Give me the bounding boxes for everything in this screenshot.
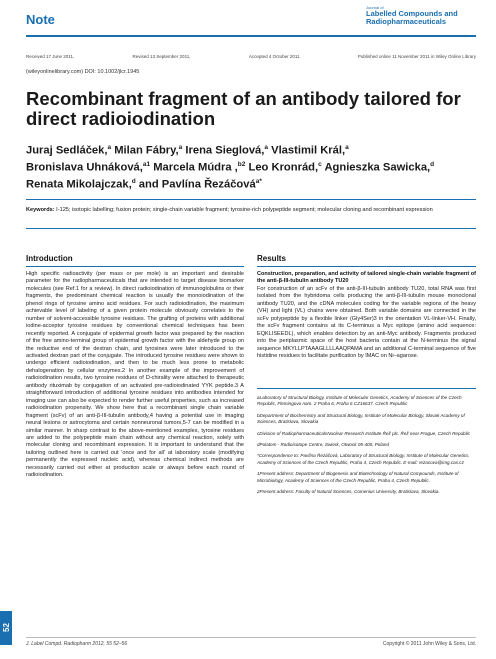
affiliation-divider bbox=[257, 388, 476, 389]
section-rule bbox=[26, 266, 244, 267]
journal-name-line1: Labelled Compounds and bbox=[366, 9, 458, 18]
page-number-tab bbox=[0, 611, 12, 645]
affiliation-marker: d bbox=[430, 161, 435, 169]
author-name[interactable]: Bronislava Uhnáková, bbox=[26, 161, 143, 174]
affiliation-marker: a* bbox=[255, 178, 262, 186]
author-name[interactable]: Marcela Múdra , bbox=[150, 161, 238, 174]
results-heading: Results bbox=[257, 254, 286, 263]
keywords bbox=[26, 207, 474, 214]
affiliation-item: bDepartment of Biochemistry and Structural Biology, Institute of Molecular Biology, Slovak Academy of Sciences, Bratislava, Slovakia bbox=[257, 412, 465, 425]
affiliation-marker: a1 bbox=[142, 161, 151, 169]
affiliation-marker: b2 bbox=[237, 161, 246, 169]
revised-date: Revised 13 September 2011, bbox=[132, 54, 191, 59]
results-body bbox=[257, 271, 476, 360]
doi-line[interactable]: (wileyonlinelibrary.com) DOI: 10.1002/jlcr.1945 bbox=[26, 69, 140, 75]
accepted-date: Accepted 4 October 2011 bbox=[248, 54, 300, 59]
present-address: 2Present address: Faculty of Natural Sciences, Comenius University, Bratislava, Slovakia. bbox=[257, 489, 440, 495]
footer-divider bbox=[26, 637, 476, 638]
results-subheading: Construction, preparation, and activity of tailored single-chain variable fragment of the anti-β-III-tubulin antibody TU20 bbox=[257, 271, 476, 285]
introduction-body bbox=[26, 271, 244, 480]
page-number: 52 bbox=[1, 623, 11, 632]
author-name[interactable]: Irena Sieglová, bbox=[182, 144, 265, 157]
affiliation-marker: c bbox=[318, 161, 322, 169]
affiliations bbox=[257, 388, 476, 500]
author-name[interactable]: Leo Kronrád, bbox=[245, 161, 319, 174]
author-name[interactable]: Vlastimil Král, bbox=[268, 144, 346, 157]
correspondence: *Correspondence to: Pavlína Řezáčová, Laboratory of Structural Biology, Institute of Molecular Genetics, Academy of Sciences of the Czech Republic, Praha 4, Czech Republic. E-mail: rezacova@img.cas.cz bbox=[257, 453, 470, 465]
keywords-text: I-125; isotopic labelling; fusion protein; single-chain variable fragment; tyrosine-rich polypeptide segment; molecular cloning and recombinant expression bbox=[54, 207, 433, 213]
author-list bbox=[26, 141, 476, 193]
article-title: Recombinant fragment of an antibody tailored for direct radioiodination bbox=[26, 88, 461, 129]
divider bbox=[26, 228, 476, 229]
journal-name-line2: Radiopharmaceuticals bbox=[366, 17, 447, 26]
author-name[interactable]: Agnieszka Sawicka, bbox=[321, 161, 431, 174]
received-date: Received 17 June 2011, bbox=[26, 54, 75, 59]
author-name[interactable]: and Pavlína Řezáčová bbox=[135, 179, 256, 192]
keywords-label: Keywords: bbox=[26, 207, 55, 213]
section-rule bbox=[257, 266, 476, 267]
journal-citation: J. Label Compd. Radiopharm 2012, 55 52–56 bbox=[26, 641, 128, 647]
affiliation-item: dPolatom - Radioisotope Centre, Swierk, Otwock 05-400, Poland bbox=[257, 442, 390, 448]
article-dates bbox=[26, 54, 476, 59]
introduction-heading: Introduction bbox=[26, 254, 73, 263]
affiliation-marker: a bbox=[107, 144, 112, 151]
published-date: Published online 11 November 2011 in Wiley Online Library bbox=[357, 54, 476, 59]
affiliation-item: aLaboratory of Structural Biology, Institute of Molecular Genetics, Academy of Sciences of the Czech Republic, Flemingovo nam. 2 Praha 6, Praha 6 CZ16637, Czech Republic bbox=[257, 395, 462, 407]
journal-logo bbox=[366, 5, 478, 26]
introduction-paragraph: High specific radioactivity (per mass or per mole) is an important and desirable parameter for the radiopharmaceuticals that are intended to target disease biomarker molecules (see Ref.1 for a review). In direct radioiodination of immunoglobulins or their fragments, the predominant chemical reaction is usually the monoiodination of the phenol rings of tyrosine amino acid residues. For such radioiodination, the maximum achievable level of labeling of a given protein molecule obviously correlates to the number of solvent-accessible tyrosine residues. The grafting of proteins with additional iodine-acceptor tyrosine residues by conventional chemical techniques has been recently reported. A conjugate of epidermal growth factor was prepared by the reaction of the free amino-terminal group of epidermal growth factor with the aldehyde group on the reductive end of the dextran chain, and tyrosines were later introduced to the activated dextran part of the conjugate. The introduced tyrosine residues were shown to undergo efficient radioiodination, and then to be much less prone to metabolic dehalogenation by cellular enzymes.2 In another example of the improvement of radioiodination results, two tyrosine residues of D-chirality were attached to therapeutic antibody rituximab by conjugation of an activated pre-radioiodinated YYK peptide.3 A straightforward introduction of additional tyrosine residues into antibodies intended for imaging use can also be expected to render further useful properties, such as increased radioiodination propensity. We show here that a recombinant single chain variable fragment (scFv) of an anti-β-III-tubulin antibody,4 having a potential use in imaging neural lesions or astrocytoma and certain nonneuronal tumors,5-7 can be modified in a similar manner. In sharp contrast to the above-mentioned examples, tyrosine residues are added to the polypeptide main chain without any chemical reaction, solely with molecular cloning and recombinant expression. It is important to understand that the tailoring outlined here is carried out 'once and for all' at laboratory scale (modifying permanently the expressed nucleic acid), whereas chemical indirect methods are necessarily carried out either at production scale or always before each round of radioiodination. bbox=[26, 271, 244, 479]
affiliation-marker: a bbox=[264, 144, 268, 151]
affiliation-marker: a bbox=[178, 144, 183, 151]
present-address: 1Present address: Department of Biogenesis and Biotechnology of Natural Compounds, Institute of Microbiology, Academy of Sciences of the Czech Republic, Praha 4, Czech Republic. bbox=[257, 471, 459, 483]
section-label: Note bbox=[26, 12, 55, 27]
results-paragraph: For construction of an scFv of the anti-β-III-tubulin antibody TU20, total RNA was first isolated from the hybridoma cells producing the anti-β-III-tubulin mouse monoclonal antibody TU20, and the cDNA molecules coding for the variable regions of the heavy (VH) and light (VL) chains were obtained. Both variable domains are connected in the scFv polypeptide by a flexible linker (Gly4Ser)3 in the orientation VL-linker-VH. Finally, the scFv fragment contains at its C-terminus a Myc epitope (amino acid sequence: EQKLISEEDL), which enables detection by an anti-Myc antibody. Fragments produced into the periplasmic space of the host bacteria contain at the N-terminus the signal sequence MKYLLPTAAAGLLLLAAQPAMA and an additional C-terminal sequence of five histidine residues to facilitate purification by IMAC on Ni–agarose. bbox=[257, 285, 476, 359]
author-name[interactable]: Juraj Sedláček, bbox=[26, 144, 108, 157]
affiliation-marker: d bbox=[131, 178, 136, 186]
copyright: Copyright © 2011 John Wiley & Sons, Ltd. bbox=[382, 641, 476, 647]
header-divider bbox=[26, 35, 476, 37]
divider bbox=[26, 199, 476, 200]
page-header bbox=[0, 0, 496, 40]
author-name[interactable]: Renata Mikolajczak, bbox=[26, 179, 132, 192]
author-name[interactable]: Milan Fábry, bbox=[111, 144, 179, 157]
affiliation-marker: a bbox=[345, 144, 349, 151]
affiliation-item: cDivision of RadiopharmaceuticalsNuclear Research Institute Řež plc. Řež near Prague, Czech Republic bbox=[257, 430, 470, 436]
journal-of-label: Journal of bbox=[366, 5, 384, 10]
